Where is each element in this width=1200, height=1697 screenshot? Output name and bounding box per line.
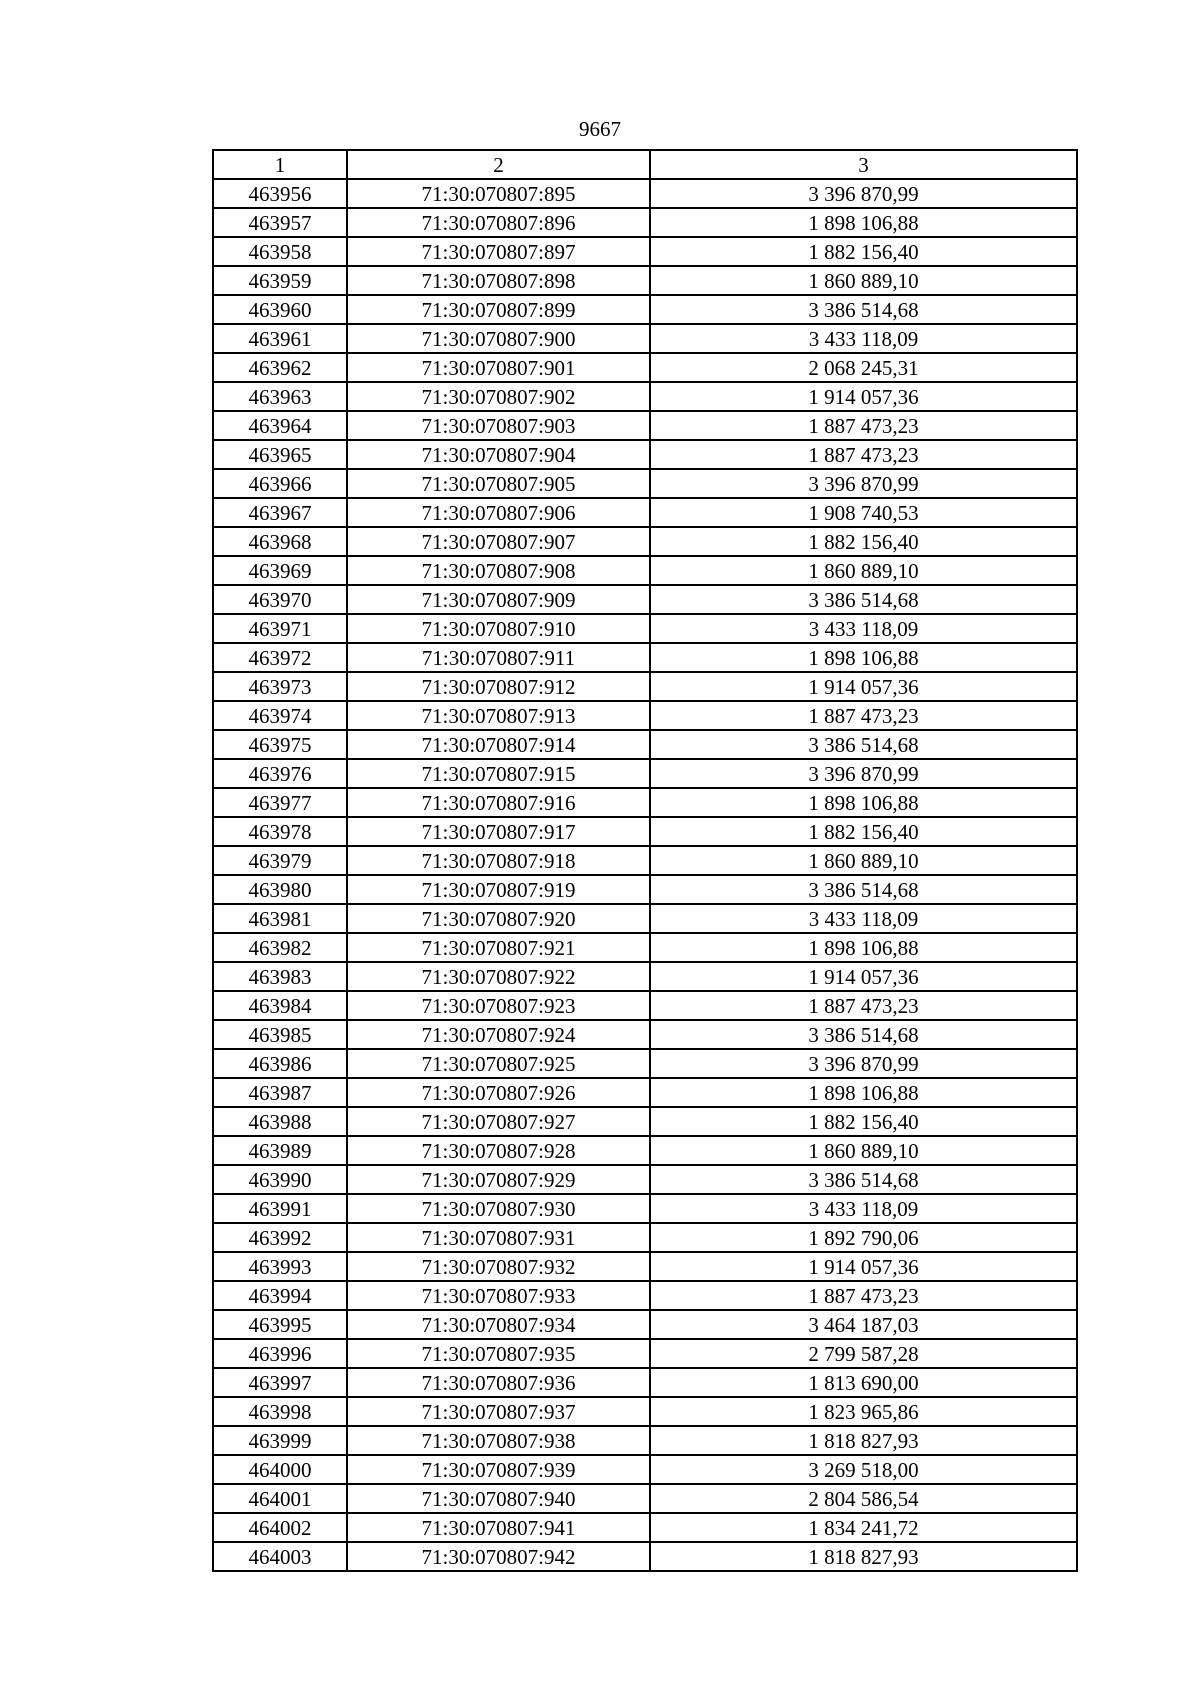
value-cell: 1 882 156,40 — [650, 237, 1077, 266]
table-row — [213, 1136, 1077, 1165]
cadastral-number-cell: 71:30:070807:897 — [347, 237, 650, 266]
cadastral-number-cell: 71:30:070807:895 — [347, 179, 650, 208]
value-cell: 1 860 889,10 — [650, 266, 1077, 295]
row-number-cell: 463996 — [213, 1339, 347, 1368]
data-table — [212, 149, 1078, 1572]
table-row — [213, 1310, 1077, 1339]
cadastral-number-cell: 71:30:070807:912 — [347, 672, 650, 701]
value-cell: 1 898 106,88 — [650, 208, 1077, 237]
cadastral-number-cell: 71:30:070807:939 — [347, 1455, 650, 1484]
value-cell: 1 834 241,72 — [650, 1513, 1077, 1542]
table-row — [213, 759, 1077, 788]
value-cell: 1 860 889,10 — [650, 846, 1077, 875]
row-number-cell: 463972 — [213, 643, 347, 672]
row-number-cell: 463985 — [213, 1020, 347, 1049]
cadastral-number-cell: 71:30:070807:905 — [347, 469, 650, 498]
row-number-cell: 463997 — [213, 1368, 347, 1397]
row-number-cell: 464001 — [213, 1484, 347, 1513]
cadastral-number-cell: 71:30:070807:924 — [347, 1020, 650, 1049]
row-number-cell: 463969 — [213, 556, 347, 585]
cadastral-number-cell: 71:30:070807:931 — [347, 1223, 650, 1252]
value-cell: 1 898 106,88 — [650, 643, 1077, 672]
row-number-cell: 463977 — [213, 788, 347, 817]
cadastral-number-cell: 71:30:070807:907 — [347, 527, 650, 556]
table-row — [213, 498, 1077, 527]
value-cell: 1 898 106,88 — [650, 933, 1077, 962]
cadastral-number-cell: 71:30:070807:911 — [347, 643, 650, 672]
table-row — [213, 1339, 1077, 1368]
value-cell: 1 898 106,88 — [650, 1078, 1077, 1107]
table-row — [213, 991, 1077, 1020]
cadastral-number-cell: 71:30:070807:915 — [347, 759, 650, 788]
value-cell: 3 396 870,99 — [650, 1049, 1077, 1078]
cadastral-number-cell: 71:30:070807:913 — [347, 701, 650, 730]
value-cell: 1 882 156,40 — [650, 527, 1077, 556]
cadastral-number-cell: 71:30:070807:922 — [347, 962, 650, 991]
row-number-cell: 463973 — [213, 672, 347, 701]
value-cell: 2 799 587,28 — [650, 1339, 1077, 1368]
table-row — [213, 1542, 1077, 1571]
row-number-cell: 463957 — [213, 208, 347, 237]
page-number: 9667 — [579, 117, 621, 141]
cadastral-number-cell: 71:30:070807:942 — [347, 1542, 650, 1571]
cadastral-number-cell: 71:30:070807:927 — [347, 1107, 650, 1136]
value-cell: 3 386 514,68 — [650, 1165, 1077, 1194]
value-cell: 1 818 827,93 — [650, 1542, 1077, 1571]
value-cell: 1 914 057,36 — [650, 1252, 1077, 1281]
row-number-cell: 463958 — [213, 237, 347, 266]
table-row — [213, 817, 1077, 846]
row-number-cell: 463963 — [213, 382, 347, 411]
table-row — [213, 1368, 1077, 1397]
value-cell: 1 898 106,88 — [650, 788, 1077, 817]
value-cell: 3 386 514,68 — [650, 585, 1077, 614]
table-row — [213, 962, 1077, 991]
table-row — [213, 469, 1077, 498]
row-number-cell: 463956 — [213, 179, 347, 208]
table-row — [213, 1049, 1077, 1078]
cadastral-number-cell: 71:30:070807:925 — [347, 1049, 650, 1078]
table-row — [213, 1455, 1077, 1484]
cadastral-number-cell: 71:30:070807:937 — [347, 1397, 650, 1426]
row-number-cell: 463979 — [213, 846, 347, 875]
row-number-cell: 464002 — [213, 1513, 347, 1542]
value-cell: 3 433 118,09 — [650, 324, 1077, 353]
value-cell: 1 914 057,36 — [650, 962, 1077, 991]
value-cell: 3 396 870,99 — [650, 759, 1077, 788]
row-number-cell: 463992 — [213, 1223, 347, 1252]
value-cell: 1 887 473,23 — [650, 1281, 1077, 1310]
cadastral-number-cell: 71:30:070807:909 — [347, 585, 650, 614]
value-cell: 1 887 473,23 — [650, 991, 1077, 1020]
table-row — [213, 1223, 1077, 1252]
row-number-cell: 463980 — [213, 875, 347, 904]
row-number-cell: 463964 — [213, 411, 347, 440]
value-cell: 3 386 514,68 — [650, 875, 1077, 904]
table-row — [213, 614, 1077, 643]
value-cell: 1 914 057,36 — [650, 382, 1077, 411]
value-cell: 1 860 889,10 — [650, 556, 1077, 585]
table-row — [213, 353, 1077, 382]
cadastral-number-cell: 71:30:070807:921 — [347, 933, 650, 962]
table-row — [213, 701, 1077, 730]
row-number-cell: 463959 — [213, 266, 347, 295]
value-cell: 1 908 740,53 — [650, 498, 1077, 527]
cadastral-number-cell: 71:30:070807:914 — [347, 730, 650, 759]
table-row — [213, 208, 1077, 237]
table-row — [213, 1252, 1077, 1281]
table-row — [213, 1020, 1077, 1049]
value-cell: 1 860 889,10 — [650, 1136, 1077, 1165]
row-number-cell: 463987 — [213, 1078, 347, 1107]
row-number-cell: 463975 — [213, 730, 347, 759]
cadastral-number-cell: 71:30:070807:916 — [347, 788, 650, 817]
row-number-cell: 463991 — [213, 1194, 347, 1223]
table-row — [213, 1484, 1077, 1513]
table-row — [213, 556, 1077, 585]
table-row — [213, 585, 1077, 614]
row-number-cell: 463994 — [213, 1281, 347, 1310]
table-row — [213, 179, 1077, 208]
row-number-cell: 463970 — [213, 585, 347, 614]
row-number-cell: 463966 — [213, 469, 347, 498]
value-cell: 3 433 118,09 — [650, 1194, 1077, 1223]
value-cell: 3 396 870,99 — [650, 179, 1077, 208]
table-row — [213, 1281, 1077, 1310]
cadastral-number-cell: 71:30:070807:910 — [347, 614, 650, 643]
cadastral-number-cell: 71:30:070807:917 — [347, 817, 650, 846]
row-number-cell: 463971 — [213, 614, 347, 643]
cadastral-number-cell: 71:30:070807:940 — [347, 1484, 650, 1513]
table-row — [213, 266, 1077, 295]
table-row — [213, 1426, 1077, 1455]
table-row — [213, 846, 1077, 875]
cadastral-number-cell: 71:30:070807:923 — [347, 991, 650, 1020]
row-number-cell: 463981 — [213, 904, 347, 933]
table-row — [213, 237, 1077, 266]
row-number-cell: 464003 — [213, 1542, 347, 1571]
value-cell: 1 882 156,40 — [650, 1107, 1077, 1136]
row-number-cell: 463976 — [213, 759, 347, 788]
table-row — [213, 411, 1077, 440]
cadastral-number-cell: 71:30:070807:941 — [347, 1513, 650, 1542]
cadastral-number-cell: 71:30:070807:901 — [347, 353, 650, 382]
table-row — [213, 730, 1077, 759]
value-cell: 1 887 473,23 — [650, 440, 1077, 469]
cadastral-number-cell: 71:30:070807:918 — [347, 846, 650, 875]
row-number-cell: 463982 — [213, 933, 347, 962]
value-cell: 1 818 827,93 — [650, 1426, 1077, 1455]
table-row — [213, 382, 1077, 411]
row-number-cell: 463993 — [213, 1252, 347, 1281]
column-header-1: 1 — [213, 150, 347, 179]
row-number-cell: 463984 — [213, 991, 347, 1020]
table-row — [213, 1107, 1077, 1136]
cadastral-number-cell: 71:30:070807:906 — [347, 498, 650, 527]
value-cell: 3 433 118,09 — [650, 904, 1077, 933]
row-number-cell: 463961 — [213, 324, 347, 353]
cadastral-number-cell: 71:30:070807:908 — [347, 556, 650, 585]
row-number-cell: 463974 — [213, 701, 347, 730]
value-cell: 2 068 245,31 — [650, 353, 1077, 382]
cadastral-number-cell: 71:30:070807:932 — [347, 1252, 650, 1281]
value-cell: 3 386 514,68 — [650, 730, 1077, 759]
table-header-row — [213, 150, 1077, 179]
column-header-3: 3 — [650, 150, 1077, 179]
row-number-cell: 463978 — [213, 817, 347, 846]
cadastral-number-cell: 71:30:070807:902 — [347, 382, 650, 411]
row-number-cell: 463988 — [213, 1107, 347, 1136]
cadastral-number-cell: 71:30:070807:903 — [347, 411, 650, 440]
row-number-cell: 463962 — [213, 353, 347, 382]
table-row — [213, 904, 1077, 933]
column-header-2: 2 — [347, 150, 650, 179]
table-row — [213, 643, 1077, 672]
table-row — [213, 1078, 1077, 1107]
row-number-cell: 463986 — [213, 1049, 347, 1078]
row-number-cell: 463995 — [213, 1310, 347, 1339]
cadastral-number-cell: 71:30:070807:929 — [347, 1165, 650, 1194]
cadastral-number-cell: 71:30:070807:928 — [347, 1136, 650, 1165]
table-row — [213, 324, 1077, 353]
table-row — [213, 1165, 1077, 1194]
row-number-cell: 463968 — [213, 527, 347, 556]
value-cell: 3 386 514,68 — [650, 1020, 1077, 1049]
value-cell: 3 269 518,00 — [650, 1455, 1077, 1484]
table-row — [213, 1513, 1077, 1542]
cadastral-number-cell: 71:30:070807:935 — [347, 1339, 650, 1368]
cadastral-number-cell: 71:30:070807:934 — [347, 1310, 650, 1339]
value-cell: 1 887 473,23 — [650, 701, 1077, 730]
value-cell: 1 892 790,06 — [650, 1223, 1077, 1252]
table-row — [213, 1194, 1077, 1223]
row-number-cell: 463998 — [213, 1397, 347, 1426]
row-number-cell: 463983 — [213, 962, 347, 991]
table-row — [213, 788, 1077, 817]
value-cell: 1 887 473,23 — [650, 411, 1077, 440]
value-cell: 2 804 586,54 — [650, 1484, 1077, 1513]
cadastral-number-cell: 71:30:070807:900 — [347, 324, 650, 353]
value-cell: 1 914 057,36 — [650, 672, 1077, 701]
value-cell: 3 464 187,03 — [650, 1310, 1077, 1339]
cadastral-number-cell: 71:30:070807:938 — [347, 1426, 650, 1455]
value-cell: 1 882 156,40 — [650, 817, 1077, 846]
row-number-cell: 463965 — [213, 440, 347, 469]
cadastral-number-cell: 71:30:070807:930 — [347, 1194, 650, 1223]
cadastral-number-cell: 71:30:070807:926 — [347, 1078, 650, 1107]
table-row — [213, 933, 1077, 962]
table-row — [213, 440, 1077, 469]
cadastral-number-cell: 71:30:070807:898 — [347, 266, 650, 295]
value-cell: 3 433 118,09 — [650, 614, 1077, 643]
table-row — [213, 875, 1077, 904]
row-number-cell: 463999 — [213, 1426, 347, 1455]
value-cell: 1 813 690,00 — [650, 1368, 1077, 1397]
row-number-cell: 463989 — [213, 1136, 347, 1165]
cadastral-number-cell: 71:30:070807:920 — [347, 904, 650, 933]
value-cell: 3 396 870,99 — [650, 469, 1077, 498]
value-cell: 1 823 965,86 — [650, 1397, 1077, 1426]
cadastral-number-cell: 71:30:070807:936 — [347, 1368, 650, 1397]
row-number-cell: 463990 — [213, 1165, 347, 1194]
table-row — [213, 527, 1077, 556]
cadastral-number-cell: 71:30:070807:919 — [347, 875, 650, 904]
table-row — [213, 672, 1077, 701]
cadastral-number-cell: 71:30:070807:896 — [347, 208, 650, 237]
table-row — [213, 1397, 1077, 1426]
value-cell: 3 386 514,68 — [650, 295, 1077, 324]
row-number-cell: 464000 — [213, 1455, 347, 1484]
cadastral-number-cell: 71:30:070807:904 — [347, 440, 650, 469]
row-number-cell: 463967 — [213, 498, 347, 527]
cadastral-number-cell: 71:30:070807:899 — [347, 295, 650, 324]
table-row — [213, 295, 1077, 324]
row-number-cell: 463960 — [213, 295, 347, 324]
cadastral-number-cell: 71:30:070807:933 — [347, 1281, 650, 1310]
table-body — [213, 179, 1077, 1571]
